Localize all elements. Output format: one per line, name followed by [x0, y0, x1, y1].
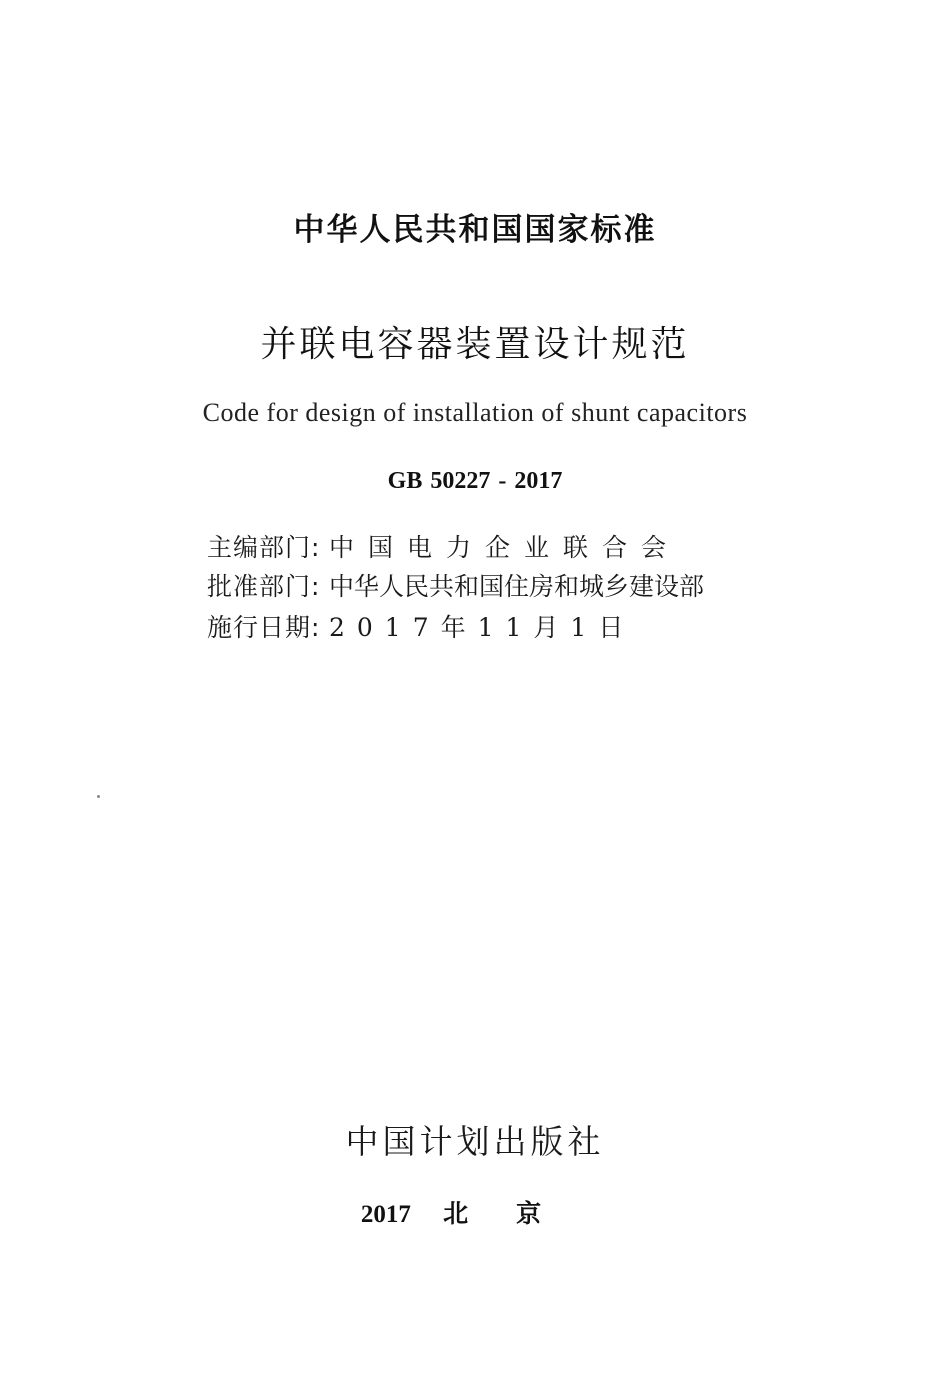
- imprint-year: 2017: [360, 1201, 411, 1228]
- document-title-english: Code for design of installation of shunt capacitors: [202, 398, 748, 427]
- approver-label: 批准部门:: [207, 572, 321, 601]
- effective-date-value: 2017年11月1日: [329, 613, 636, 642]
- scan-speck: [97, 795, 100, 798]
- effective-date-row: [207, 608, 747, 644]
- editor-row: [207, 528, 747, 564]
- effective-date-label: 施行日期:: [207, 613, 321, 642]
- standard-code: GB 50227 - 2017: [387, 468, 563, 494]
- publisher-name: 中国计划出版社: [345, 1122, 605, 1161]
- approver-row: [207, 567, 747, 603]
- approver-value: 中华人民共和国住房和城乡建设部: [329, 572, 705, 601]
- editor-value: 中国电力企业联合会: [329, 533, 681, 562]
- series-title: 中华人民共和国国家标准: [293, 212, 657, 248]
- imprint-city: 北京: [443, 1199, 590, 1228]
- editor-label: 主编部门:: [207, 533, 321, 562]
- document-title-chinese: 并联电容器装置设计规范: [260, 324, 690, 365]
- imprint: [0, 1194, 950, 1230]
